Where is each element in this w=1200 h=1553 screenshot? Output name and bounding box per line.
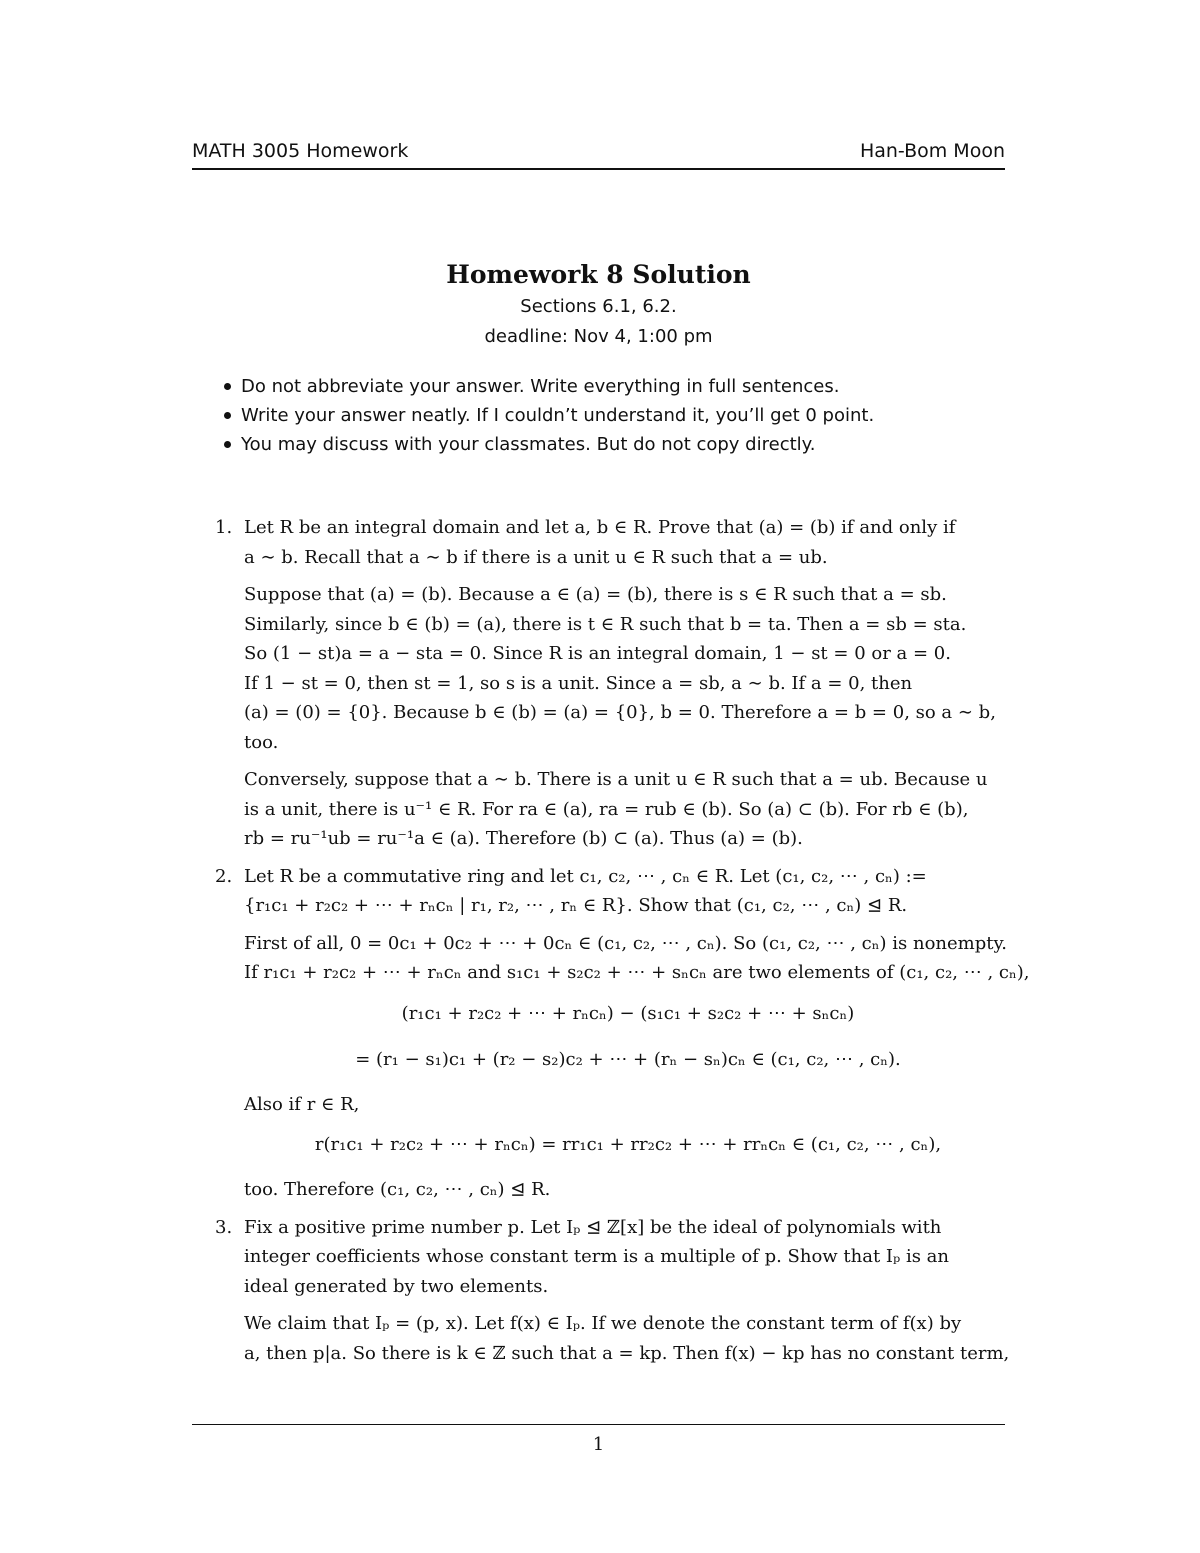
rule-item	[220, 430, 1000, 459]
text-line: So (1 − st)a = a − sta = 0. Since R is an integral domain, 1 − st = 0 or a = 0.	[244, 643, 951, 664]
header-divider	[192, 168, 1005, 170]
text-line: too.	[244, 731, 279, 753]
bullet-icon	[224, 412, 231, 419]
bullet-icon	[224, 441, 231, 448]
text-line: First of all, 0 = 0c₁ + 0c₂ + ⋯ + 0cₙ ∈ (c₁, c₂, ⋯ , cₙ). So (c₁, c₂, ⋯ , cₙ) is nonempty.	[244, 932, 1007, 954]
text-line: ideal generated by two elements.	[244, 1275, 549, 1297]
course-label: MATH 3005 Homework	[192, 140, 409, 162]
solution-paragraph	[244, 1175, 1012, 1205]
problem-statement	[244, 513, 1012, 572]
text-line: Similarly, since b ∈ (b) = (a), there is t ∈ R such that b = ta. Then a = sb = sta.	[244, 613, 967, 635]
text-line: integer coefficients whose constant term is a multiple of p. Show that Iₚ is an	[244, 1246, 950, 1267]
rule-text: You may discuss with your classmates. But do not copy directly.	[241, 434, 816, 455]
problem-number: 1.	[215, 517, 233, 538]
solution-paragraph	[244, 580, 1012, 757]
rule-text: Write your answer neatly. If I couldn’t understand it, you’ll get 0 point.	[241, 405, 875, 426]
page-title: Homework 8 Solution	[446, 260, 751, 289]
solution-paragraph	[244, 929, 1030, 988]
footer-divider	[192, 1424, 1005, 1425]
text-line: Fix a positive prime number p. Let Iₚ ⊴ ℤ[x] be the ideal of polynomials with	[244, 1216, 942, 1238]
text-line: If 1 − st = 0, then st = 1, so s is a unit. Since a = sb, a ∼ b. If a = 0, then	[244, 672, 913, 694]
text-line: Let R be an integral domain and let a, b ∈ R. Prove that (a) = (b) if and only if	[244, 517, 956, 538]
rule-text: Do not abbreviate your answer. Write everything in full sentences.	[241, 376, 840, 397]
rule-item	[220, 401, 1000, 430]
solution-paragraph	[244, 1309, 1012, 1368]
text-line: a ∼ b. Recall that a ∼ b if there is a unit u ∈ R such that a = ub.	[244, 546, 828, 568]
display-equation: r(r₁c₁ + r₂c₂ + ⋯ + rₙcₙ) = rr₁c₁ + rr₂c₂ + ⋯ + rrₙcₙ ∈ (c₁, c₂, ⋯ , cₙ),	[314, 1134, 942, 1155]
text-line: too. Therefore (c₁, c₂, ⋯ , cₙ) ⊴ R.	[244, 1179, 551, 1200]
problem-3	[192, 1213, 1012, 1369]
problem-1	[192, 513, 1012, 854]
solution-paragraph	[244, 1090, 1012, 1120]
text-line: We claim that Iₚ = (p, x). Let f(x) ∈ Iₚ. If we denote the constant term of f(x) by	[244, 1313, 962, 1334]
text-line: is a unit, there is u⁻¹ ∈ R. For ra ∈ (a), ra = rub ∈ (b). So (a) ⊂ (b). For rb ∈ (b),	[244, 798, 969, 820]
deadline-label: deadline: Nov 4, 1:00 pm	[484, 326, 713, 347]
text-line: If r₁c₁ + r₂c₂ + ⋯ + rₙcₙ and s₁c₁ + s₂c₂ + ⋯ + sₙcₙ are two elements of (c₁, c₂, ⋯ , cₙ),	[244, 962, 1030, 983]
text-line: {r₁c₁ + r₂c₂ + ⋯ + rₙcₙ | r₁, r₂, ⋯ , rₙ ∈ R}. Show that (c₁, c₂, ⋯ , cₙ) ⊴ R.	[244, 895, 908, 916]
display-equation: = (r₁ − s₁)c₁ + (r₂ − s₂)c₂ + ⋯ + (rₙ − sₙ)cₙ ∈ (c₁, c₂, ⋯ , cₙ).	[355, 1048, 901, 1070]
text-line: Let R be a commutative ring and let c₁, c₂, ⋯ , cₙ ∈ R. Let (c₁, c₂, ⋯ , cₙ) :=	[244, 865, 927, 887]
rules-list	[220, 372, 1000, 459]
solution-paragraph	[244, 765, 1012, 854]
problem-statement	[244, 1213, 1012, 1302]
text-line: (a) = (0) = {0}. Because b ∈ (b) = (a) = {0}, b = 0. Therefore a = b = 0, so a ∼ b,	[244, 702, 996, 723]
sections-label: Sections 6.1, 6.2.	[520, 296, 677, 317]
rule-item	[220, 372, 1000, 401]
page-number: 1	[592, 1434, 605, 1455]
problem-number: 3.	[215, 1216, 233, 1238]
text-line: Conversely, suppose that a ∼ b. There is a unit u ∈ R such that a = ub. Because u	[244, 769, 988, 790]
text-line: Also if r ∈ R,	[244, 1093, 360, 1115]
text-line: a, then p|a. So there is k ∈ ℤ such that a = kp. Then f(x) − kp has no constant term,	[244, 1342, 1010, 1364]
problems-section	[192, 513, 1030, 1376]
problem-statement	[244, 862, 1012, 921]
problem-number: 2.	[215, 865, 233, 887]
bullet-icon	[224, 383, 231, 390]
problem-2	[192, 862, 1030, 1205]
author-name: Han-Bom Moon	[859, 140, 1005, 162]
text-line: Suppose that (a) = (b). Because a ∈ (a) = (b), there is s ∈ R such that a = sb.	[244, 584, 947, 605]
page-header	[192, 138, 1005, 164]
text-line: rb = ru⁻¹ub = ru⁻¹a ∈ (a). Therefore (b) ⊂ (a). Thus (a) = (b).	[244, 828, 803, 849]
title-block	[192, 258, 1005, 352]
display-equation: (r₁c₁ + r₂c₂ + ⋯ + rₙcₙ) − (s₁c₁ + s₂c₂ + ⋯ + sₙcₙ)	[401, 1002, 855, 1024]
